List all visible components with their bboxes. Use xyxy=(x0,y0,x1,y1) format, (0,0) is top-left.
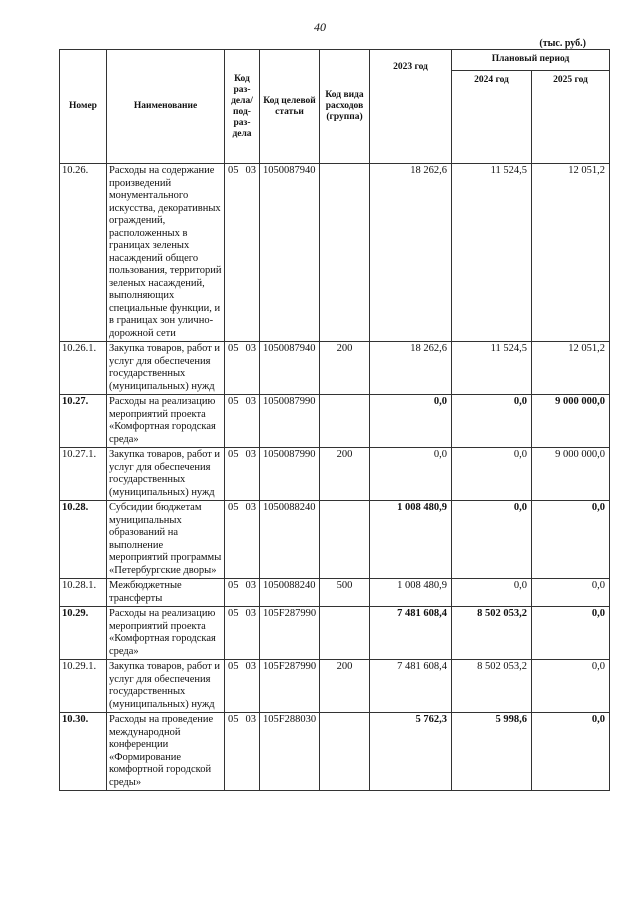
row-section-code xyxy=(225,579,260,607)
row-name: Закупка товаров, работ и услуг для обеспечения государственных (муниципальных) нужд xyxy=(107,448,225,501)
row-podrazdel: 03 xyxy=(245,608,256,619)
row-razdel: 05 xyxy=(228,502,239,513)
header-target: Код целевой статьи xyxy=(260,50,320,164)
row-podrazdel: 03 xyxy=(245,165,256,176)
row-value-2024: 11 524,5 xyxy=(452,164,532,342)
row-podrazdel: 03 xyxy=(245,714,256,725)
row-value-2024: 0,0 xyxy=(452,579,532,607)
row-target-code: 1050088240 xyxy=(260,579,320,607)
row-name: Закупка товаров, работ и услуг для обеспечения государственных (муниципальных) нужд xyxy=(107,342,225,395)
row-target-code: 105F287990 xyxy=(260,607,320,660)
row-number: 10.26.1. xyxy=(60,342,107,395)
row-value-2025: 0,0 xyxy=(532,607,610,660)
table-row xyxy=(60,660,610,713)
row-expense-type: 200 xyxy=(320,342,370,395)
row-value-2023: 1 008 480,9 xyxy=(370,501,452,579)
header-plan-period: Плановый период xyxy=(452,50,610,71)
header-2023: 2023 год xyxy=(370,50,452,164)
row-value-2023: 0,0 xyxy=(370,395,452,448)
row-value-2023: 7 481 608,4 xyxy=(370,660,452,713)
units-label: (тыс. руб.) xyxy=(539,38,586,49)
row-value-2023: 5 762,3 xyxy=(370,713,452,791)
row-target-code: 1050087940 xyxy=(260,164,320,342)
row-value-2024: 5 998,6 xyxy=(452,713,532,791)
row-name: Расходы на содержание произведений монументального искусства, декоративных ограждений, расположенных в границах зеленых насаждений общего пользования, территорий зеленых насаждений, выполняющих специальные функции, и в границах зон улично-дорожной сети xyxy=(107,164,225,342)
row-value-2024: 0,0 xyxy=(452,395,532,448)
row-name: Расходы на реализацию мероприятий проекта «Комфортная городская среда» xyxy=(107,607,225,660)
row-podrazdel: 03 xyxy=(245,449,256,460)
table-row xyxy=(60,342,610,395)
row-value-2024: 8 502 053,2 xyxy=(452,607,532,660)
row-number: 10.26. xyxy=(60,164,107,342)
row-number: 10.27.1. xyxy=(60,448,107,501)
row-section-code xyxy=(225,395,260,448)
row-name: Расходы на проведение международной конференции «Формирование комфортной городской среды» xyxy=(107,713,225,791)
row-expense-type xyxy=(320,607,370,660)
row-podrazdel: 03 xyxy=(245,661,256,672)
table-row xyxy=(60,501,610,579)
row-section-code xyxy=(225,164,260,342)
row-razdel: 05 xyxy=(228,165,239,176)
header-number: Номер xyxy=(60,50,107,164)
row-expense-type: 200 xyxy=(320,448,370,501)
header-2025: 2025 год xyxy=(532,70,610,163)
row-podrazdel: 03 xyxy=(245,502,256,513)
row-target-code: 105F288030 xyxy=(260,713,320,791)
row-value-2025: 12 051,2 xyxy=(532,164,610,342)
row-number: 10.29.1. xyxy=(60,660,107,713)
row-name: Межбюджетные трансферты xyxy=(107,579,225,607)
table-row xyxy=(60,579,610,607)
row-target-code: 1050088240 xyxy=(260,501,320,579)
row-target-code: 1050087990 xyxy=(260,448,320,501)
row-target-code: 1050087940 xyxy=(260,342,320,395)
row-name: Закупка товаров, работ и услуг для обеспечения государственных (муниципальных) нужд xyxy=(107,660,225,713)
row-expense-type xyxy=(320,713,370,791)
row-razdel: 05 xyxy=(228,661,239,672)
row-value-2025: 0,0 xyxy=(532,660,610,713)
table-row xyxy=(60,607,610,660)
header-section: Код раз-дела/ под-раз-дела xyxy=(225,50,260,164)
row-value-2023: 0,0 xyxy=(370,448,452,501)
row-section-code xyxy=(225,713,260,791)
row-value-2025: 9 000 000,0 xyxy=(532,395,610,448)
budget-table xyxy=(59,49,610,791)
row-section-code xyxy=(225,448,260,501)
header-2024: 2024 год xyxy=(452,70,532,163)
row-value-2025: 0,0 xyxy=(532,579,610,607)
row-name: Расходы на реализацию мероприятий проекта «Комфортная городская среда» xyxy=(107,395,225,448)
row-value-2025: 12 051,2 xyxy=(532,342,610,395)
row-value-2025: 0,0 xyxy=(532,713,610,791)
row-value-2024: 0,0 xyxy=(452,501,532,579)
row-expense-type xyxy=(320,395,370,448)
row-section-code xyxy=(225,607,260,660)
row-expense-type xyxy=(320,501,370,579)
row-podrazdel: 03 xyxy=(245,580,256,591)
row-expense-type: 500 xyxy=(320,579,370,607)
row-podrazdel: 03 xyxy=(245,396,256,407)
table-row xyxy=(60,448,610,501)
row-target-code: 105F287990 xyxy=(260,660,320,713)
row-number: 10.28. xyxy=(60,501,107,579)
row-number: 10.28.1. xyxy=(60,579,107,607)
row-number: 10.29. xyxy=(60,607,107,660)
row-razdel: 05 xyxy=(228,449,239,460)
row-value-2023: 1 008 480,9 xyxy=(370,579,452,607)
row-section-code xyxy=(225,501,260,579)
row-name: Субсидии бюджетам муниципальных образований на выполнение мероприятий программы «Петербургские дворы» xyxy=(107,501,225,579)
row-value-2024: 0,0 xyxy=(452,448,532,501)
row-number: 10.27. xyxy=(60,395,107,448)
table-row xyxy=(60,395,610,448)
row-target-code: 1050087990 xyxy=(260,395,320,448)
row-value-2024: 11 524,5 xyxy=(452,342,532,395)
row-podrazdel: 03 xyxy=(245,343,256,354)
row-section-code xyxy=(225,342,260,395)
row-razdel: 05 xyxy=(228,608,239,619)
row-value-2024: 8 502 053,2 xyxy=(452,660,532,713)
table-row xyxy=(60,713,610,791)
row-expense-type xyxy=(320,164,370,342)
row-razdel: 05 xyxy=(228,714,239,725)
header-expense-type: Код вида расходов (группа) xyxy=(320,50,370,164)
row-section-code xyxy=(225,660,260,713)
row-razdel: 05 xyxy=(228,343,239,354)
row-value-2023: 18 262,6 xyxy=(370,342,452,395)
table-row xyxy=(60,164,610,342)
row-value-2025: 9 000 000,0 xyxy=(532,448,610,501)
row-razdel: 05 xyxy=(228,580,239,591)
row-value-2023: 18 262,6 xyxy=(370,164,452,342)
page-number: 40 xyxy=(314,20,326,34)
row-razdel: 05 xyxy=(228,396,239,407)
header-name: Наименование xyxy=(107,50,225,164)
row-value-2023: 7 481 608,4 xyxy=(370,607,452,660)
row-value-2025: 0,0 xyxy=(532,501,610,579)
row-number: 10.30. xyxy=(60,713,107,791)
row-expense-type: 200 xyxy=(320,660,370,713)
